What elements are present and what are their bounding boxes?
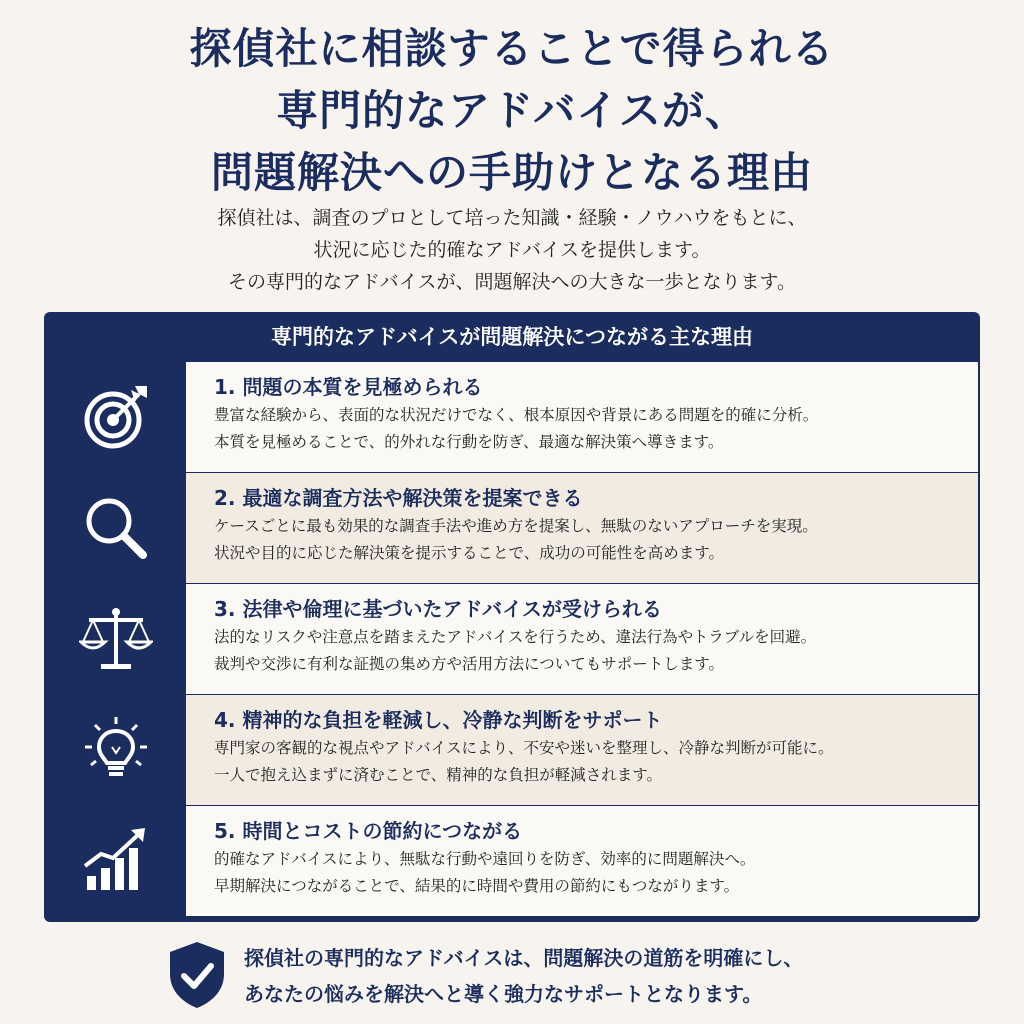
reason-title: 5. 時間とコストの節約につながる <box>214 819 523 843</box>
reason-title: 3. 法律や倫理に基づいたアドバイスが受けられる <box>214 597 662 621</box>
reason-title: 1. 問題の本質を見極められる <box>214 375 483 399</box>
intro-line-1: 探偵社は、調査のプロとして培った知識・経験・ノウハウをもとに、 <box>217 207 807 229</box>
reason-desc-line-2: 状況や目的に応じた解決策を提示することで、成功の可能性を高めます。 <box>214 544 724 562</box>
intro-line-2: 状況に応じた的確なアドバイスを提供します。 <box>313 239 711 261</box>
page-title <box>0 18 1024 204</box>
growth-chart-icon <box>81 826 151 896</box>
intro-line-3: その専門的なアドバイスが、問題解決への大きな一歩となります。 <box>228 271 796 293</box>
reason-desc-line-2: 早期解決につながることで、結果的に時間や費用の節約にもつながります。 <box>214 877 740 895</box>
title-line-2: 専門的なアドバイスが、 <box>276 86 748 135</box>
reason-desc-line-1: ケースごとに最も効果的な調査手法や進め方を提案し、無駄のないアプローチを実現。 <box>214 517 818 535</box>
reasons-panel <box>44 312 980 922</box>
reason-desc-line-1: 専門家の客観的な視点やアドバイスにより、不安や迷いを整理し、冷静な判断が可能に。 <box>214 739 834 757</box>
scales-icon <box>79 604 153 674</box>
magnifier-icon <box>81 493 151 563</box>
footer-line-2: あなたの悩みを解決へと導く強力なサポートとなります。 <box>244 982 763 1006</box>
reason-item-2 <box>46 473 978 583</box>
reason-desc-line-2: 裁判や交渉に有利な証拠の集め方や活用方法についてもサポートします。 <box>214 655 724 673</box>
reason-item-5 <box>46 806 978 916</box>
reason-item-4 <box>46 695 978 805</box>
panel-header: 専門的なアドバイスが問題解決につながる主な理由 <box>46 314 978 360</box>
reason-desc-line-1: 法的なリスクや注意点を踏まえたアドバイスを行うため、違法行為やトラブルを回避。 <box>214 628 817 646</box>
reason-title: 4. 精神的な負担を軽減し、冷静な判断をサポート <box>214 708 663 732</box>
intro-text <box>0 202 1024 298</box>
footer-line-1: 探偵社の専門的なアドバイスは、問題解決の道筋を明確にし、 <box>244 946 804 970</box>
shield-check-icon <box>166 940 228 1010</box>
footer-note <box>0 936 1024 1016</box>
reason-title: 2. 最適な調査方法や解決策を提案できる <box>214 486 583 510</box>
reason-item-1 <box>46 362 978 472</box>
reason-desc-line-1: 的確なアドバイスにより、無駄な行動や遠回りを防ぎ、効率的に問題解決へ。 <box>214 850 756 868</box>
reason-desc-line-1: 豊富な経験から、表面的な状況だけでなく、根本原因や背景にある問題を的確に分析。 <box>214 406 819 424</box>
reason-desc-line-2: 一人で抱え込まずに済むことで、精神的な負担が軽減されます。 <box>214 766 662 784</box>
reason-desc-line-2: 本質を見極めることで、的外れな行動を防ぎ、最適な解決策へ導きます。 <box>214 433 724 451</box>
title-line-3: 問題解決への手助けとなる理由 <box>210 148 813 197</box>
lightbulb-icon <box>81 715 151 785</box>
reason-item-3 <box>46 584 978 694</box>
target-icon <box>81 382 151 452</box>
title-line-1: 探偵社に相談することで得られる <box>189 24 835 73</box>
